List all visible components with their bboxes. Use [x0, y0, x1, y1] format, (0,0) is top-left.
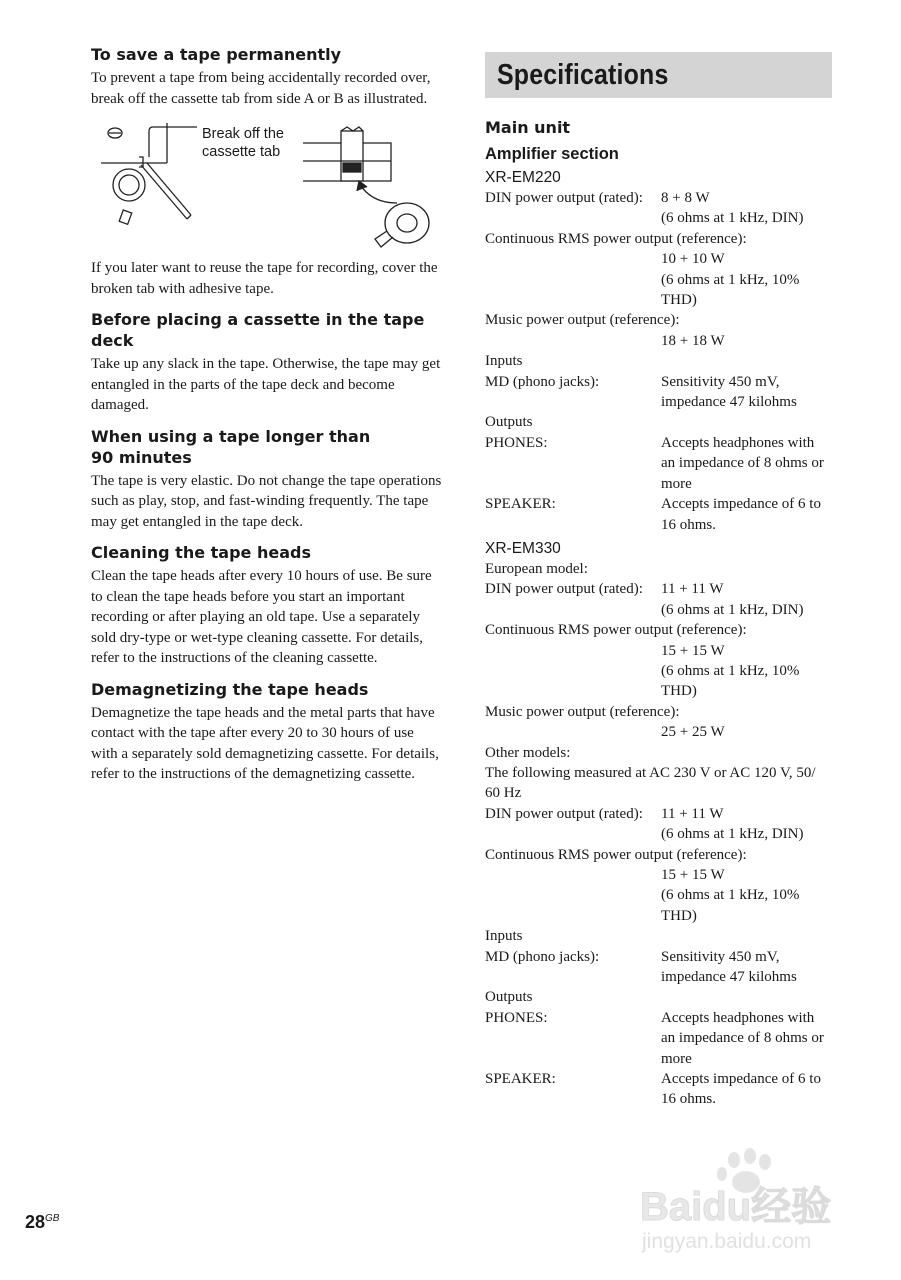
- save-tape-paragraph: To prevent a tape from being accidentally recorded over, break off the cassette tab from side A or B as illustrated.: [91, 70, 431, 107]
- section-long-tape: [91, 426, 443, 533]
- spec-block-em220: [485, 188, 835, 535]
- spec-group-label: Inputs: [485, 928, 523, 945]
- callout-line-2: cassette tab: [202, 144, 281, 160]
- heading-save-tape: To save a tape permanently: [91, 45, 342, 64]
- figure-callout: [202, 125, 284, 161]
- cassette-tab-illustration: [91, 123, 443, 248]
- spec-value: more: [661, 475, 692, 492]
- spec-key: DIN power output (rated):: [485, 190, 643, 206]
- spec-value: more: [661, 1050, 692, 1067]
- spec-group-label: Inputs: [485, 353, 523, 370]
- spec-value: (6 ohms at 1 kHz, DIN): [661, 826, 804, 843]
- model-xr-em220: XR-EM220: [485, 169, 561, 186]
- baidu-watermark-logo: [638, 1148, 868, 1258]
- amplifier-section-heading: Amplifier section: [485, 145, 619, 163]
- spec-value: Accepts impedance of 6 to: [661, 1071, 821, 1088]
- spec-value: (6 ohms at 1 kHz, 10%: [661, 662, 800, 679]
- page-number-suffix: GB: [45, 1213, 60, 1224]
- heading-long-tape: When using a tape longer than 90 minutes: [91, 426, 371, 467]
- spec-key: Continuous RMS power output (reference):: [485, 622, 747, 639]
- spec-block-em330: [485, 559, 835, 1110]
- section-before-placing: [91, 309, 443, 416]
- spec-note: 60 Hz: [485, 785, 522, 802]
- spec-value: 11 + 11 W: [661, 581, 724, 598]
- right-column: [485, 52, 835, 1110]
- spec-key: SPEAKER:: [485, 1071, 556, 1088]
- spec-key: PHONES:: [485, 434, 548, 451]
- spec-value: 11 + 11 W: [661, 805, 724, 822]
- spec-key: Continuous RMS power output (reference):: [485, 230, 747, 247]
- left-column: [91, 44, 443, 785]
- spec-value: (6 ohms at 1 kHz, 10%: [661, 887, 800, 904]
- spec-value: 15 + 15 W: [661, 867, 725, 883]
- spec-group-label: European model:: [485, 560, 588, 577]
- spec-value: (6 ohms at 1 kHz, 10%: [661, 271, 800, 288]
- page-number-value: 28: [25, 1212, 46, 1232]
- spec-group-label: Outputs: [485, 989, 533, 1006]
- before-placing-paragraph: Take up any slack in the tape. Otherwise, the tape may get entangled in the parts of the tape deck and become damaged.: [91, 356, 441, 413]
- spec-value: impedance 47 kilohms: [661, 969, 797, 986]
- model-xr-em330: XR-EM330: [485, 539, 561, 557]
- spec-value: 18 + 18 W: [661, 332, 725, 349]
- main-unit-heading: Main unit: [485, 118, 571, 137]
- heading-cleaning: Cleaning the tape heads: [91, 543, 311, 562]
- spec-value: (6 ohms at 1 kHz, DIN): [661, 601, 804, 618]
- spec-value: 16 ohms.: [661, 516, 717, 533]
- spec-key: DIN power output (rated):: [485, 581, 643, 598]
- section-save-tape: [91, 44, 443, 299]
- callout-line-1: Break off the: [202, 126, 284, 142]
- specifications-title: Specifications: [497, 58, 669, 91]
- spec-value: THD): [661, 907, 697, 924]
- spec-key: PHONES:: [485, 1009, 548, 1026]
- reuse-tape-paragraph: If you later want to reuse the tape for recording, cover the broken tab with adhesive tape.: [91, 260, 438, 297]
- spec-value: 15 + 15 W: [661, 642, 725, 659]
- spec-value: an impedance of 8 ohms or: [661, 455, 824, 472]
- spec-key: DIN power output (rated):: [485, 805, 643, 822]
- spec-key: MD (phono jacks):: [485, 948, 600, 965]
- spec-value: (6 ohms at 1 kHz, DIN): [661, 210, 804, 227]
- spec-group-label: Other models:: [485, 744, 571, 761]
- spec-note: The following measured at AC 230 V or AC 120 V, 50/: [485, 764, 816, 781]
- spec-key: MD (phono jacks):: [485, 373, 600, 390]
- cleaning-paragraph: Clean the tape heads after every 10 hours of use. Be sure to clean the tape heads before you start an important recording or after playing an old tape. Use a separately sold dry-type or wet-type cleaning cassette. For details, refer to the instructions of the cleaning cassette.: [91, 568, 432, 666]
- section-demagnetizing: [91, 679, 443, 785]
- watermark-brand: Baidu经验: [640, 1185, 832, 1229]
- spec-value: Sensitivity 450 mV,: [661, 373, 780, 390]
- spec-value: 10 + 10 W: [661, 251, 725, 268]
- spec-value: an impedance of 8 ohms or: [661, 1030, 824, 1047]
- specifications-banner: [485, 52, 832, 98]
- spec-value: Accepts headphones with: [661, 1009, 815, 1026]
- spec-value: Accepts impedance of 6 to: [661, 496, 821, 513]
- demagnetizing-paragraph: Demagnetize the tape heads and the metal parts that have contact with the tape after every 20 to 30 hours of use with a separately sold demagnetizing cassette. For details, refer to the instructions of the demagnetizing cassette.: [91, 704, 439, 782]
- spec-value: THD): [661, 292, 697, 309]
- spec-value: 25 + 25 W: [661, 724, 725, 741]
- spec-value: 8 + 8 W: [661, 190, 710, 206]
- spec-value: THD): [661, 683, 697, 700]
- spec-value: 16 ohms.: [661, 1091, 717, 1108]
- spec-value: Accepts headphones with: [661, 434, 815, 451]
- heading-demagnetizing: Demagnetizing the tape heads: [91, 679, 369, 699]
- long-tape-paragraph: The tape is very elastic. Do not change the tape operations such as play, stop, and fast-winding frequently. The tape may get entangled in the tape deck.: [91, 472, 442, 530]
- spec-value: impedance 47 kilohms: [661, 394, 797, 411]
- spec-key: SPEAKER:: [485, 496, 556, 513]
- heading-before-placing: Before placing a cassette in the tape deck: [91, 310, 425, 350]
- spec-group-label: Outputs: [485, 414, 533, 431]
- watermark-url: jingyan.baidu.com: [642, 1230, 812, 1253]
- spec-key: Continuous RMS power output (reference):: [485, 846, 747, 863]
- spec-key: Music power output (reference):: [485, 703, 680, 720]
- section-cleaning: [91, 542, 443, 669]
- spec-key: Music power output (reference):: [485, 312, 680, 329]
- page-number: [25, 1212, 59, 1233]
- spec-value: Sensitivity 450 mV,: [661, 948, 780, 965]
